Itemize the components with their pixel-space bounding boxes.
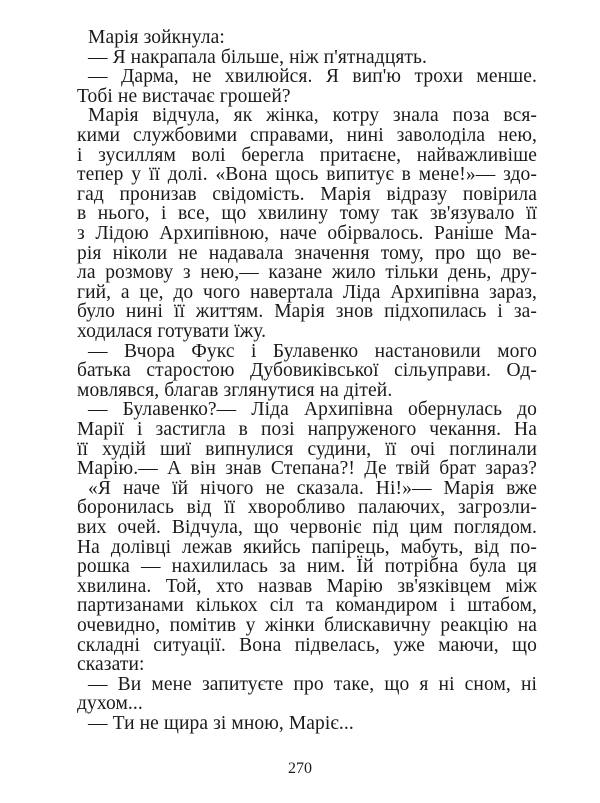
- text-line: ла розмову з нею,— казане жило тільки день, дру-: [77, 262, 537, 284]
- text-line: — Вчора Фукс і Булавенко настановили мого: [88, 340, 537, 362]
- text-line: складні ситуації. Вона підвелась, уже маючи, що: [77, 634, 537, 656]
- text-line: гий, а це, до чого навертала Ліда Архипівна зараз,: [77, 281, 537, 303]
- text-line: рія ніколи не надавала значення тому, про що ве-: [77, 242, 537, 264]
- text-line: Марію.— А він знав Степана?! Де твій брат зараз?: [77, 458, 537, 480]
- text-line: мовлявся, благав зглянутися на дітей.: [77, 379, 393, 401]
- text-line: — Ви мене запитуєте про таке, що я ні сном, ні: [88, 673, 537, 695]
- text-line: рошка — нахилилась за ним. Їй потрібна була ця: [77, 556, 537, 578]
- text-line: — Булавенко?— Ліда Архипівна обернулась до: [88, 399, 537, 421]
- text-line: ходилася готувати їжу.: [77, 321, 267, 342]
- text-line: — Ти не щира зі мною, Маріє...: [88, 713, 354, 734]
- text-line: духом...: [77, 693, 143, 715]
- page-number: 270: [288, 760, 312, 777]
- text-line: кими службовими справами, нині заволоділа нею,: [77, 125, 537, 146]
- text-line: партизанами кількох сіл та командиром і штабом,: [77, 595, 537, 617]
- text-line: і зусиллям волі берегла притаєне, найважливіше: [77, 144, 537, 166]
- text-line: сказати:: [77, 654, 145, 676]
- text-line: було нині її життям. Марія знов підхопилась і за-: [77, 301, 537, 323]
- text-line: в нього, і все, що хвилину тому так зв'язувало її: [77, 203, 537, 225]
- text-line: очевидно, помітив у жінки блискавичну реакцію на: [77, 615, 537, 636]
- text-line: На долівці лежав якийсь папірець, мабуть, від по-: [77, 536, 537, 558]
- text-line: Марії і застигла в позі напруженого чекання. На: [77, 419, 537, 440]
- text-line: Марія зойкнула:: [88, 27, 225, 48]
- text-line: гад пронизав свідомість. Марія відразу повірила: [77, 183, 537, 205]
- text-line: хвилина. Той, хто назвав Марію зв'язківцем між: [77, 575, 537, 597]
- text-line: — Дарма, не хвилюйся. Я вип'ю трохи менше.: [88, 66, 537, 88]
- text-line: її худій шиї випнулися судини, її очі поглинали: [77, 438, 537, 460]
- text-line: з Лідою Архипівною, наче обірвалось. Раніше Ма-: [77, 223, 537, 244]
- text-line: Тобі не вистачає грошей?: [77, 85, 291, 107]
- text-line: вих очей. Відчула, що червоніє під цим поглядом.: [77, 517, 537, 538]
- text-line: «Я наче їй нічого не сказала. Ні!»— Марія вже: [88, 477, 537, 499]
- text-line: — Я накрапала більше, ніж п'ятнадцять.: [88, 46, 428, 68]
- text-line: Марія відчула, як жінка, котру знала поза вся-: [88, 105, 537, 127]
- text-line: батька старостою Дубовиківської сільуправи. Од-: [77, 360, 537, 382]
- text-line: тепер у її долі. «Вона щось випитує в мене!»— здо-: [77, 164, 537, 186]
- text-line: боронилась від її хворобливо палаючих, загрозли-: [77, 497, 537, 519]
